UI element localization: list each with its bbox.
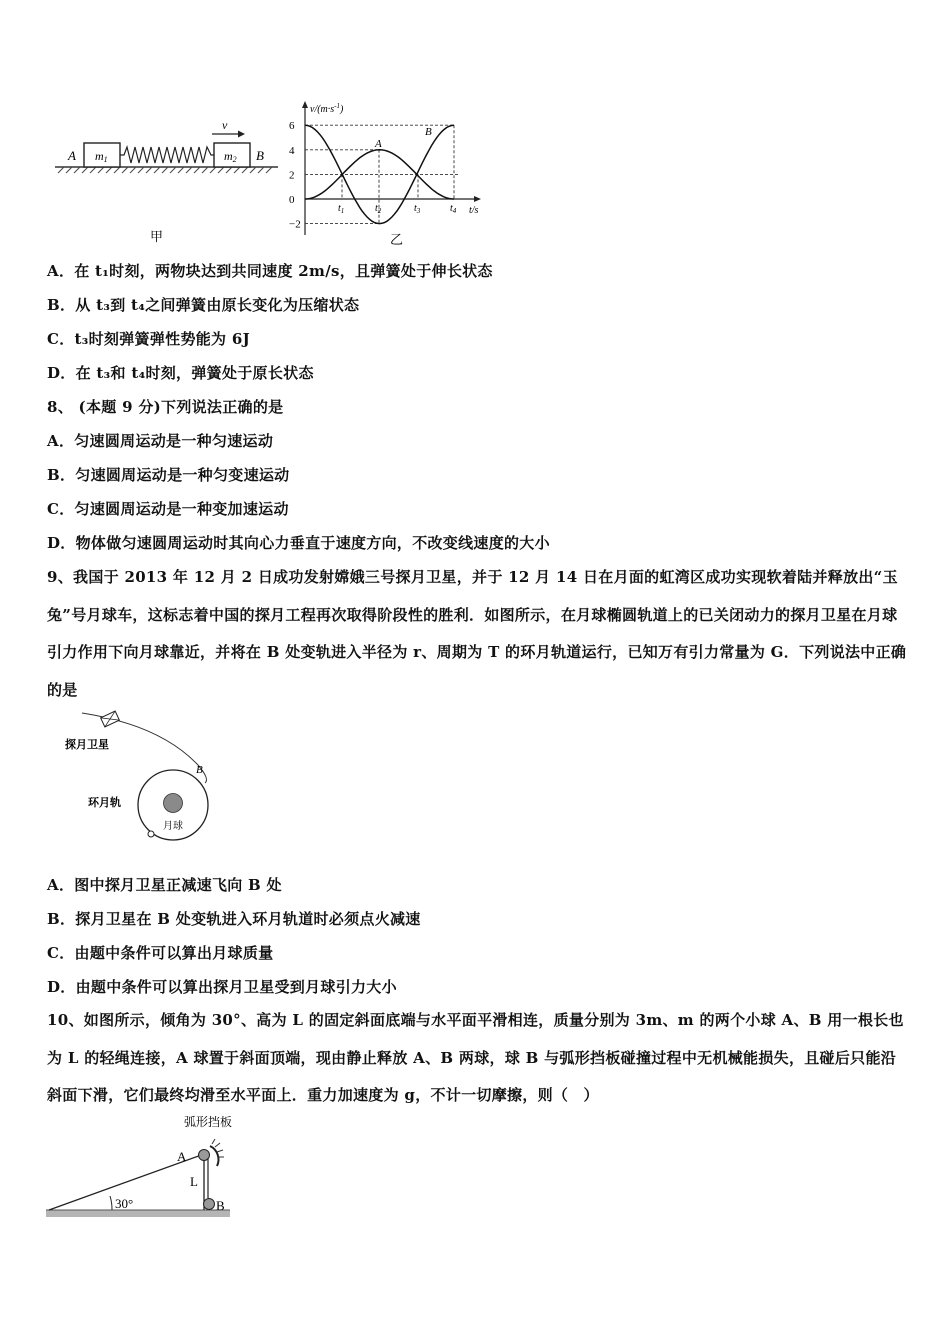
y-tick-label: 0 — [289, 194, 295, 206]
label-a: A — [68, 148, 76, 163]
baffle-label: 弧形挡板 — [184, 1115, 233, 1129]
ball-a-label: A — [177, 1149, 187, 1164]
orbit-label: 环月轨 — [88, 797, 121, 809]
x-tick-label: $t_2$ — [375, 203, 382, 215]
caption-jia: 甲 — [150, 229, 164, 244]
q9-option-c: C．由题中条件可以算出月球质量 — [47, 944, 274, 962]
satellite-label: 探月卫星 — [65, 739, 109, 751]
q7-option-c: C．t₃时刻弹簧弹性势能为 6J — [47, 330, 250, 348]
figure-yi-vt-graph — [278, 98, 500, 246]
angle-arc — [110, 1196, 112, 1210]
q9-option-b: B．探月卫星在 B 处变轨进入环月轨道时必须点火减速 — [47, 910, 421, 928]
q9-figure-orbit — [60, 705, 235, 845]
y-tick-label: 6 — [289, 120, 295, 133]
caption-yi: 乙 — [390, 232, 404, 246]
q8-option-d: D．物体做匀速圆周运动时其向心力垂直于速度方向，不改变线速度的大小 — [47, 534, 550, 552]
ball-b-label: B — [216, 1198, 225, 1213]
q10-stem: 10、如图所示，倾角为 30°、高为 L 的固定斜面底端与水平面平滑相连，质量分别为 3m、m 的两个小球 A、B 用一根长也为 L 的轻绳连接，A 球置于斜面顶端，现由静止释放 A、B 两球，球 B 与弧形挡板碰撞过程中无机械能损失，且碰后只能沿斜面下滑，它们最终均滑至水平面上．重力加速度为 g，不计一切摩擦，则（ ） — [47, 1011, 904, 1104]
x-tick-label: $t_4$ — [450, 203, 457, 215]
q8-option-c: C．匀速圆周运动是一种变加速运动 — [47, 500, 289, 518]
q9-option-a: A．图中探月卫星正减速飞向 B 处 — [47, 876, 282, 894]
curve-a-label: A — [375, 138, 382, 150]
figure-jia — [50, 115, 285, 245]
spring — [120, 147, 214, 163]
y-tick-label: 2 — [289, 169, 295, 182]
satellite-on-orbit-icon — [148, 831, 154, 837]
arc-baffle — [210, 1146, 218, 1166]
q9-stem: 9、我国于 2013 年 12 月 2 日成功发射嫦娥三号探月卫星，并于 12 月 14 日在月面的虹湾区成功实现软着陆并释放出“玉兔”号月球车，这标志着中国的探月工程再次取得阶段性的胜利．如图所示，在月球椭圆轨道上的已关闭动力的探月卫星在月球引力作用下向月球靠近，并将在 B 处变轨进入半径为 r、周期为 T 的环月轨道运行，已知万有引力常量为 G．下列说法中正确的是 — [47, 568, 907, 699]
moon-label: 月球 — [163, 821, 183, 832]
x-tick-label: $t_1$ — [338, 203, 345, 215]
x-tick-label: $t_3$ — [414, 203, 421, 215]
ball-b — [204, 1199, 215, 1210]
y-tick-label: 4 — [289, 144, 295, 157]
curve-b-label: B — [425, 126, 432, 138]
rope-label: L — [190, 1174, 198, 1189]
q7-option-b: B．从 t₃到 t₄之间弹簧由原长变化为压缩状态 — [47, 296, 360, 314]
velocity-label: v — [222, 118, 228, 132]
q7-option-a: A．在 t₁时刻，两物块达到共同速度 2m/s，且弹簧处于伸长状态 — [47, 262, 493, 280]
block-m2-label: m2 — [224, 149, 237, 164]
q10-figure-incline — [44, 1110, 244, 1225]
q7-option-d: D．在 t₃和 t₄时刻，弹簧处于原长状态 — [47, 364, 314, 382]
ground-surface — [55, 167, 278, 173]
q8-option-a: A．匀速圆周运动是一种匀速运动 — [47, 432, 274, 450]
q8-option-b: B．匀速圆周运动是一种匀变速运动 — [47, 466, 290, 484]
satellite-icon — [101, 711, 120, 727]
block-m1-label: m1 — [95, 149, 108, 164]
y-axis-label: $v/(m\cdot s^{-1})$ — [310, 102, 344, 115]
angle-label: 30° — [115, 1196, 134, 1211]
velocity-arrow — [212, 131, 245, 138]
q8-stem: 8、 (本题 9 分)下列说法正确的是 — [47, 398, 284, 416]
moon-icon — [164, 794, 183, 813]
ground — [46, 1210, 230, 1217]
x-axis-label: t/s — [469, 205, 479, 216]
point-b-label: B — [196, 764, 203, 776]
label-b: B — [256, 148, 264, 163]
y-tick-label: −2 — [289, 218, 301, 231]
q9-option-d: D．由题中条件可以算出探月卫星受到月球引力大小 — [47, 978, 397, 996]
